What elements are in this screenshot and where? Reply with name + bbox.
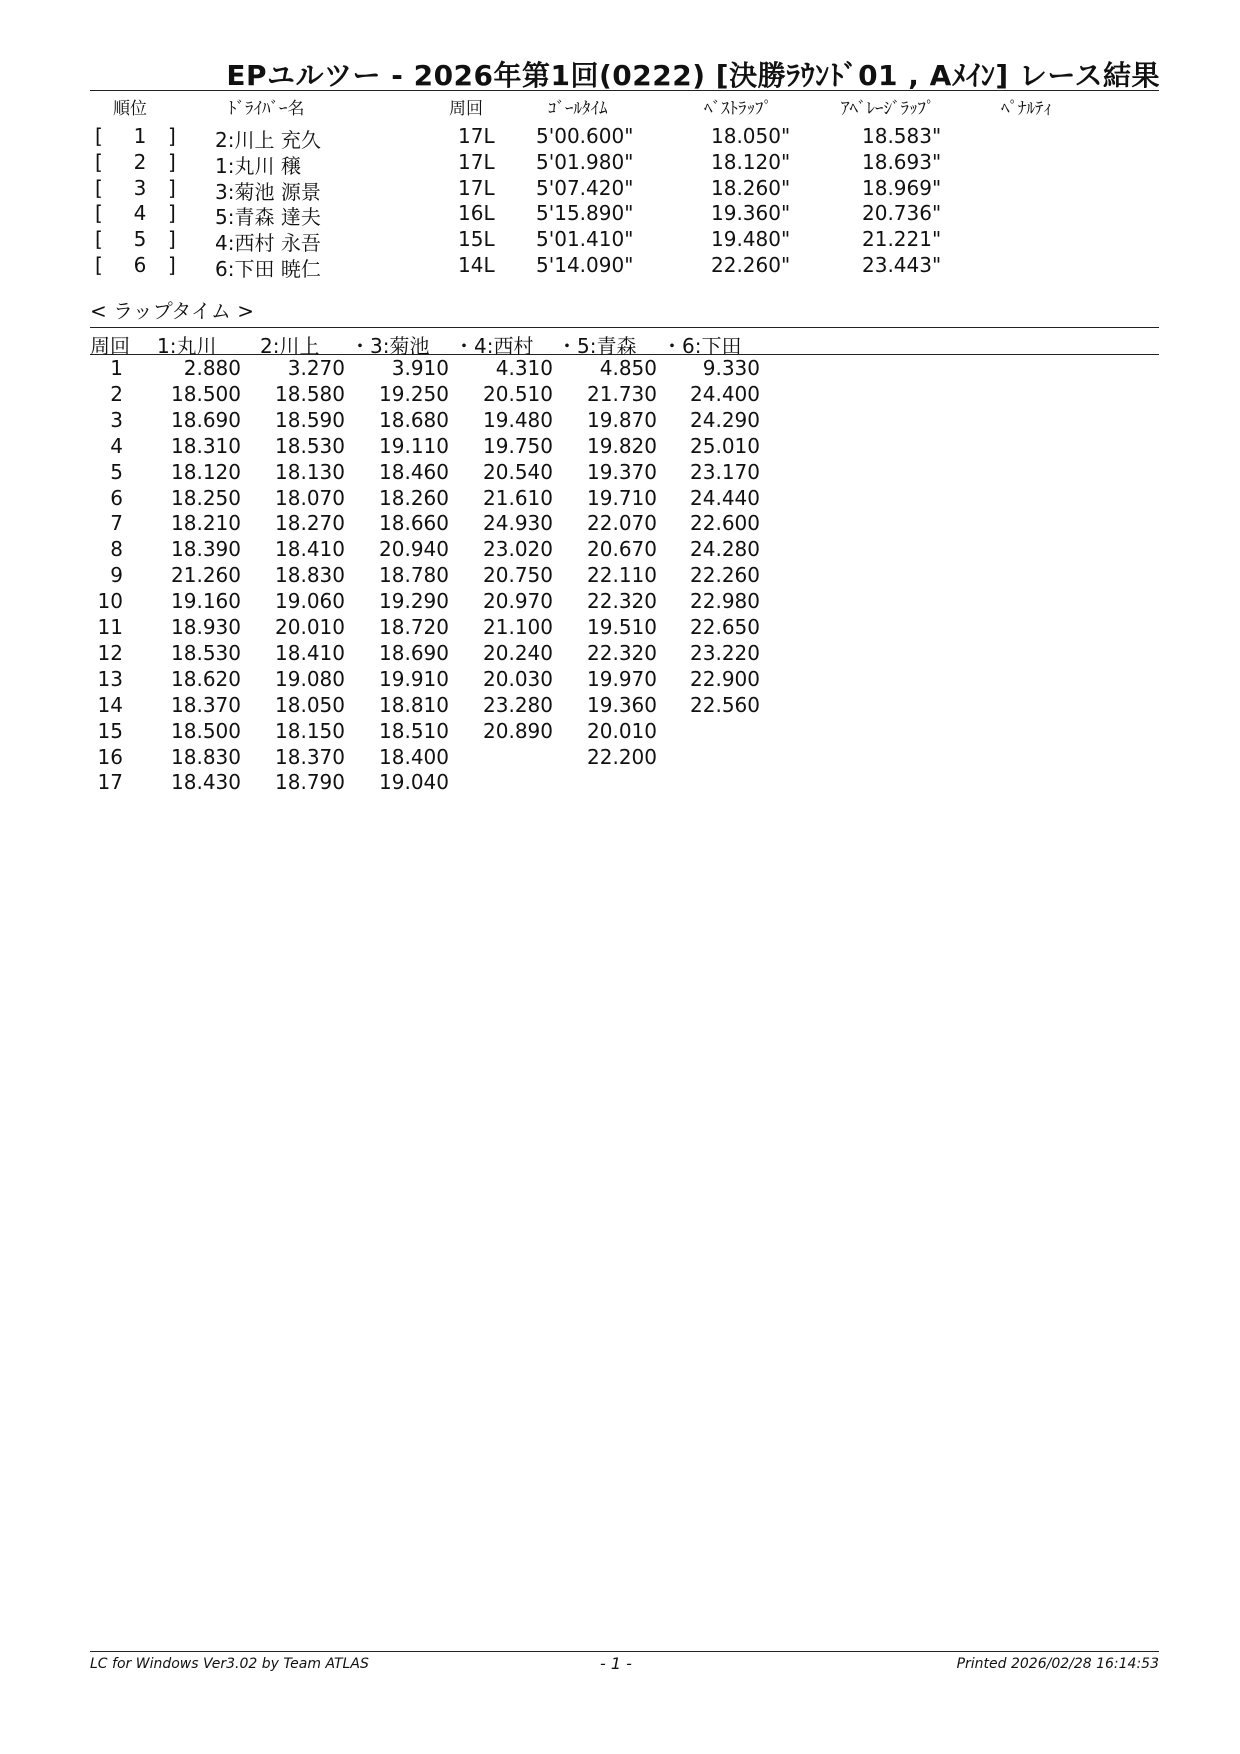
goal-time: 5'07.420" bbox=[536, 175, 634, 200]
lap-time: 3.910 bbox=[391, 356, 449, 380]
header-goal-time: ｺﾞｰﾙﾀｲﾑ bbox=[548, 99, 608, 119]
lap-time: 20.510 bbox=[483, 381, 553, 406]
rank-value: 3 bbox=[133, 175, 147, 200]
footer-software: LC for Windows Ver3.02 by Team ATLAS bbox=[90, 1656, 369, 1672]
lap-time: 18.050 bbox=[275, 692, 345, 717]
lap-time: 18.690 bbox=[171, 407, 241, 432]
lap-time: 18.500 bbox=[171, 381, 241, 406]
lap-time: 18.120 bbox=[171, 459, 241, 484]
driver-name: 3:菊池 源景 bbox=[215, 179, 321, 204]
lap-time: 18.460 bbox=[379, 459, 449, 484]
lap-time: 18.250 bbox=[171, 485, 241, 510]
lap-section-title: < ラップタイム > bbox=[90, 299, 255, 323]
title-rule bbox=[90, 90, 1159, 91]
lap-time: 19.820 bbox=[587, 433, 657, 458]
lap-time: 9.330 bbox=[702, 356, 760, 380]
rank-bracket-right: ] bbox=[168, 124, 176, 148]
lap-time: 18.680 bbox=[379, 407, 449, 432]
lap-time: 4.850 bbox=[599, 356, 657, 380]
lap-time: 22.320 bbox=[587, 589, 657, 614]
rank-value: 2 bbox=[133, 149, 147, 174]
header-penalty: ﾍﾟﾅﾙﾃｨ bbox=[1001, 99, 1052, 119]
lap-time: 18.370 bbox=[275, 744, 345, 769]
average-lap: 18.969" bbox=[862, 175, 942, 200]
lap-time: 19.910 bbox=[379, 666, 449, 691]
rank-bracket-right: ] bbox=[168, 201, 176, 226]
lap-number: 15 bbox=[97, 718, 123, 743]
lap-time: 18.790 bbox=[275, 770, 345, 795]
lap-time: 22.260 bbox=[690, 563, 760, 588]
header-best-lap: ﾍﾞｽﾄﾗｯﾌﾟ bbox=[704, 99, 772, 119]
lap-time: 20.890 bbox=[483, 718, 553, 743]
goal-time: 5'01.410" bbox=[536, 227, 634, 252]
lap-header-3: ・3:菊池 bbox=[350, 334, 430, 358]
lap-time: 18.270 bbox=[275, 511, 345, 536]
lap-time: 18.720 bbox=[379, 615, 449, 639]
header-rank: 順位 bbox=[113, 99, 147, 119]
page-title: EPユルツー - 2026年第1回(0222) [決勝ﾗｳﾝﾄﾞ01 , Aﾒｲﾝ] レース結果 bbox=[226, 59, 1160, 92]
rank-bracket-right: ] bbox=[168, 175, 176, 200]
lap-number: 3 bbox=[110, 407, 123, 432]
best-lap: 18.050" bbox=[711, 124, 791, 148]
lap-number: 6 bbox=[110, 485, 123, 510]
lap-time: 22.600 bbox=[690, 511, 760, 536]
lap-time: 18.580 bbox=[275, 381, 345, 406]
lap-number: 13 bbox=[97, 666, 123, 691]
rank-value: 5 bbox=[133, 227, 147, 252]
lap-time: 18.930 bbox=[171, 615, 241, 639]
lap-time: 18.830 bbox=[171, 744, 241, 769]
lap-time: 18.410 bbox=[275, 537, 345, 562]
lap-number: 14 bbox=[97, 692, 123, 717]
goal-time: 5'15.890" bbox=[536, 201, 634, 226]
lap-time: 19.480 bbox=[483, 407, 553, 432]
laps-count: 14L bbox=[458, 253, 495, 277]
laps-count: 16L bbox=[458, 201, 495, 226]
lap-time: 18.510 bbox=[379, 718, 449, 743]
driver-name: 2:川上 充久 bbox=[215, 128, 321, 152]
goal-time: 5'14.090" bbox=[536, 253, 634, 277]
lap-time: 22.320 bbox=[587, 640, 657, 665]
rank-bracket-right: ] bbox=[168, 227, 176, 252]
lap-time: 21.730 bbox=[587, 381, 657, 406]
best-lap: 22.260" bbox=[711, 253, 791, 277]
lap-time: 24.280 bbox=[690, 537, 760, 562]
lap-time: 20.970 bbox=[483, 589, 553, 614]
lap-time: 19.370 bbox=[587, 459, 657, 484]
lap-time: 22.900 bbox=[690, 666, 760, 691]
footer-page-number: - 1 - bbox=[600, 1654, 632, 1673]
lap-number: 8 bbox=[110, 537, 123, 562]
header-average-lap: ｱﾍﾞﾚｰｼﾞﾗｯﾌﾟ bbox=[841, 99, 935, 119]
header-driver: ﾄﾞﾗｲﾊﾞｰ名 bbox=[228, 99, 305, 119]
lap-time: 18.390 bbox=[171, 537, 241, 562]
lap-number: 17 bbox=[97, 770, 123, 795]
driver-name: 1:丸川 穣 bbox=[215, 153, 301, 178]
rank-bracket-left: [ bbox=[95, 175, 103, 200]
lap-time: 18.530 bbox=[275, 433, 345, 458]
best-lap: 19.360" bbox=[711, 201, 791, 226]
best-lap: 18.260" bbox=[711, 175, 791, 200]
laps-count: 17L bbox=[458, 175, 495, 200]
lap-time: 19.360 bbox=[587, 692, 657, 717]
lap-number: 2 bbox=[110, 381, 123, 406]
lap-time: 18.430 bbox=[171, 770, 241, 795]
lap-number: 9 bbox=[110, 563, 123, 588]
lap-time: 24.400 bbox=[690, 381, 760, 406]
lap-time: 20.010 bbox=[275, 615, 345, 639]
lap-time: 23.220 bbox=[690, 640, 760, 665]
lap-time: 18.070 bbox=[275, 485, 345, 510]
lap-number: 11 bbox=[97, 615, 123, 639]
lap-header-6: ・6:下田 bbox=[662, 334, 742, 358]
lap-time: 19.870 bbox=[587, 407, 657, 432]
lap-time: 4.310 bbox=[495, 356, 553, 380]
lap-number: 5 bbox=[110, 459, 123, 484]
best-lap: 19.480" bbox=[711, 227, 791, 252]
rank-value: 4 bbox=[133, 201, 147, 226]
goal-time: 5'01.980" bbox=[536, 149, 634, 174]
rank-bracket-left: [ bbox=[95, 227, 103, 252]
lap-time: 18.660 bbox=[379, 511, 449, 536]
lap-time: 18.530 bbox=[171, 640, 241, 665]
lap-number: 7 bbox=[110, 511, 123, 536]
lap-time: 22.200 bbox=[587, 744, 657, 769]
lap-time: 22.070 bbox=[587, 511, 657, 536]
lap-time: 19.250 bbox=[379, 381, 449, 406]
lap-time: 23.020 bbox=[483, 537, 553, 562]
goal-time: 5'00.600" bbox=[536, 124, 634, 148]
average-lap: 23.443" bbox=[862, 253, 942, 277]
lap-time: 20.670 bbox=[587, 537, 657, 562]
lap-time: 20.240 bbox=[483, 640, 553, 665]
footer-rule bbox=[90, 1651, 1159, 1652]
lap-time: 20.940 bbox=[379, 537, 449, 562]
lap-time: 18.210 bbox=[171, 511, 241, 536]
header-laps: 周回 bbox=[449, 99, 483, 119]
lap-time: 18.620 bbox=[171, 666, 241, 691]
lap-time: 24.930 bbox=[483, 511, 553, 536]
lap-time: 20.750 bbox=[483, 563, 553, 588]
lap-time: 19.060 bbox=[275, 589, 345, 614]
lap-time: 18.400 bbox=[379, 744, 449, 769]
lap-time: 18.410 bbox=[275, 640, 345, 665]
lap-time: 22.110 bbox=[587, 563, 657, 588]
lap-time: 22.980 bbox=[690, 589, 760, 614]
lap-time: 21.100 bbox=[483, 615, 553, 639]
lap-time: 18.130 bbox=[275, 459, 345, 484]
driver-name: 4:西村 永吾 bbox=[215, 231, 321, 256]
best-lap: 18.120" bbox=[711, 149, 791, 174]
rank-bracket-right: ] bbox=[168, 253, 176, 277]
lap-time: 18.310 bbox=[171, 433, 241, 458]
lap-number: 1 bbox=[110, 356, 123, 380]
lap-time: 18.500 bbox=[171, 718, 241, 743]
lap-time: 19.080 bbox=[275, 666, 345, 691]
lap-header-0: 周回 bbox=[90, 334, 130, 358]
lap-number: 10 bbox=[97, 589, 123, 614]
lap-time: 22.650 bbox=[690, 615, 760, 639]
lap-time: 2.880 bbox=[183, 356, 241, 380]
lap-time: 24.290 bbox=[690, 407, 760, 432]
lap-time: 19.510 bbox=[587, 615, 657, 639]
lap-time: 22.560 bbox=[690, 692, 760, 717]
lap-number: 12 bbox=[97, 640, 123, 665]
lap-header-5: ・5:青森 bbox=[557, 334, 637, 358]
rank-value: 6 bbox=[133, 253, 147, 277]
lap-time: 18.830 bbox=[275, 563, 345, 588]
lap-time: 20.540 bbox=[483, 459, 553, 484]
laps-count: 15L bbox=[458, 227, 495, 252]
average-lap: 18.583" bbox=[862, 124, 942, 148]
rank-bracket-right: ] bbox=[168, 149, 176, 174]
lap-time: 18.590 bbox=[275, 407, 345, 432]
rank-value: 1 bbox=[133, 124, 147, 148]
lap-time: 19.040 bbox=[379, 770, 449, 795]
average-lap: 21.221" bbox=[862, 227, 942, 252]
lap-time: 18.690 bbox=[379, 640, 449, 665]
rank-bracket-left: [ bbox=[95, 149, 103, 174]
lap-time: 20.030 bbox=[483, 666, 553, 691]
lap-time: 19.110 bbox=[379, 433, 449, 458]
rank-bracket-left: [ bbox=[95, 201, 103, 226]
laps-count: 17L bbox=[458, 149, 495, 174]
lap-time: 23.280 bbox=[483, 692, 553, 717]
lap-number: 4 bbox=[110, 433, 123, 458]
driver-name: 5:青森 達夫 bbox=[215, 205, 321, 230]
lap-time: 18.150 bbox=[275, 718, 345, 743]
lap-header-2: 2:川上 bbox=[260, 334, 320, 358]
lap-time: 21.260 bbox=[171, 563, 241, 588]
lap-time: 25.010 bbox=[690, 433, 760, 458]
lap-time: 21.610 bbox=[483, 485, 553, 510]
lap-header-top-rule bbox=[90, 327, 1159, 328]
lap-time: 18.260 bbox=[379, 485, 449, 510]
lap-time: 19.710 bbox=[587, 485, 657, 510]
footer-printed-date: Printed 2026/02/28 16:14:53 bbox=[956, 1656, 1159, 1672]
lap-time: 24.440 bbox=[690, 485, 760, 510]
lap-time: 19.970 bbox=[587, 666, 657, 691]
average-lap: 18.693" bbox=[862, 149, 942, 174]
lap-time: 19.290 bbox=[379, 589, 449, 614]
driver-name: 6:下田 暁仁 bbox=[215, 257, 321, 281]
lap-time: 18.780 bbox=[379, 563, 449, 588]
lap-time: 18.810 bbox=[379, 692, 449, 717]
lap-time: 3.270 bbox=[287, 356, 345, 380]
lap-number: 16 bbox=[97, 744, 123, 769]
lap-time: 19.160 bbox=[171, 589, 241, 614]
lap-time: 19.750 bbox=[483, 433, 553, 458]
lap-time: 23.170 bbox=[690, 459, 760, 484]
lap-header-4: ・4:西村 bbox=[454, 334, 534, 358]
lap-header-1: 1:丸川 bbox=[157, 334, 217, 358]
lap-time: 20.010 bbox=[587, 718, 657, 743]
lap-time: 18.370 bbox=[171, 692, 241, 717]
average-lap: 20.736" bbox=[862, 201, 942, 226]
laps-count: 17L bbox=[458, 124, 495, 148]
rank-bracket-left: [ bbox=[95, 124, 103, 148]
rank-bracket-left: [ bbox=[95, 253, 103, 277]
